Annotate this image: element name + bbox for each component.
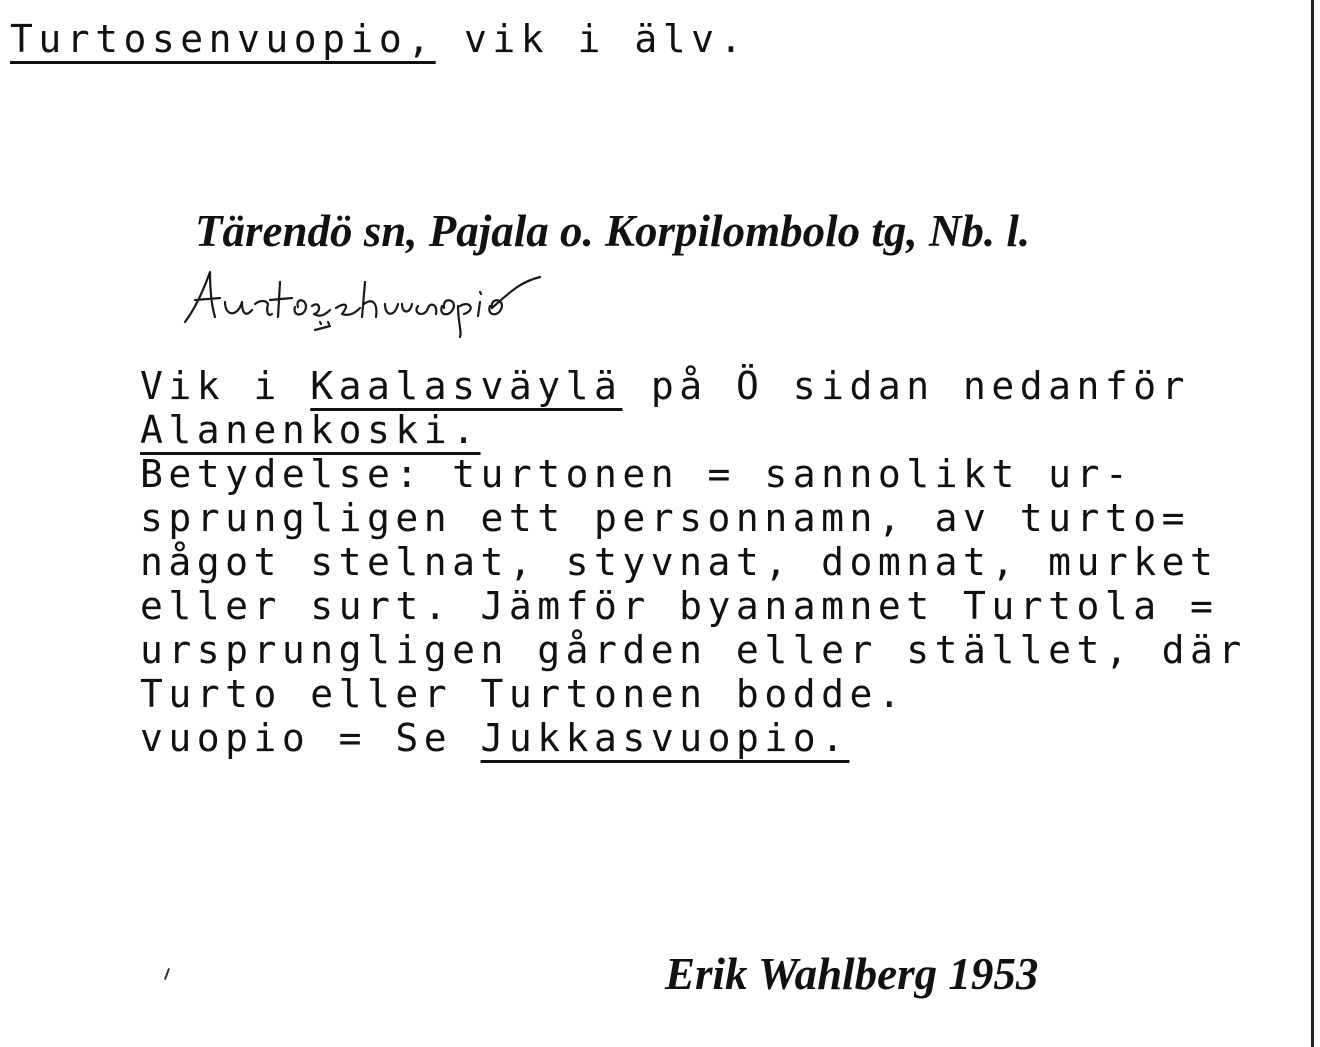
body-line-4: sprungligen ett personnamn, av turto= [140, 496, 1190, 540]
handwritten-annotation [180, 262, 680, 347]
body-line-1-prefix: Vik i [140, 364, 311, 408]
signature: Erik Wahlberg 1953 [665, 949, 1039, 999]
ink-speck [164, 968, 170, 980]
headword-description: vik i älv. [435, 17, 748, 61]
body-line-1-placename: Kaalasväylä [310, 364, 623, 408]
card-edge-line [1311, 0, 1314, 1047]
body-line-9-placename: Jukkasvuopio. [480, 716, 850, 760]
card-body [140, 364, 1247, 760]
headword-line [10, 17, 748, 61]
body-line-2-placename: Alanenkoski. [140, 408, 481, 452]
handwritten-form-drawing [180, 262, 680, 342]
location-line: Tärendö sn, Pajala o. Korpilombolo tg, Nb. l. [195, 206, 1031, 256]
body-line-9-prefix: vuopio = Se [140, 716, 481, 760]
body-line-3: Betydelse: turtonen = sannolikt ur- [140, 452, 1134, 496]
body-line-8: Turto eller Turtonen bodde. [140, 672, 907, 716]
body-line-1-suffix: på Ö sidan nedanför [622, 364, 1191, 408]
body-line-6: eller surt. Jämför byanamnet Turtola = [140, 584, 1219, 628]
body-line-7: ursprungligen gården eller stället, där [140, 628, 1247, 672]
headword: Turtosenvuopio, [10, 17, 436, 61]
body-line-5: något stelnat, styvnat, domnat, murket [140, 540, 1219, 584]
